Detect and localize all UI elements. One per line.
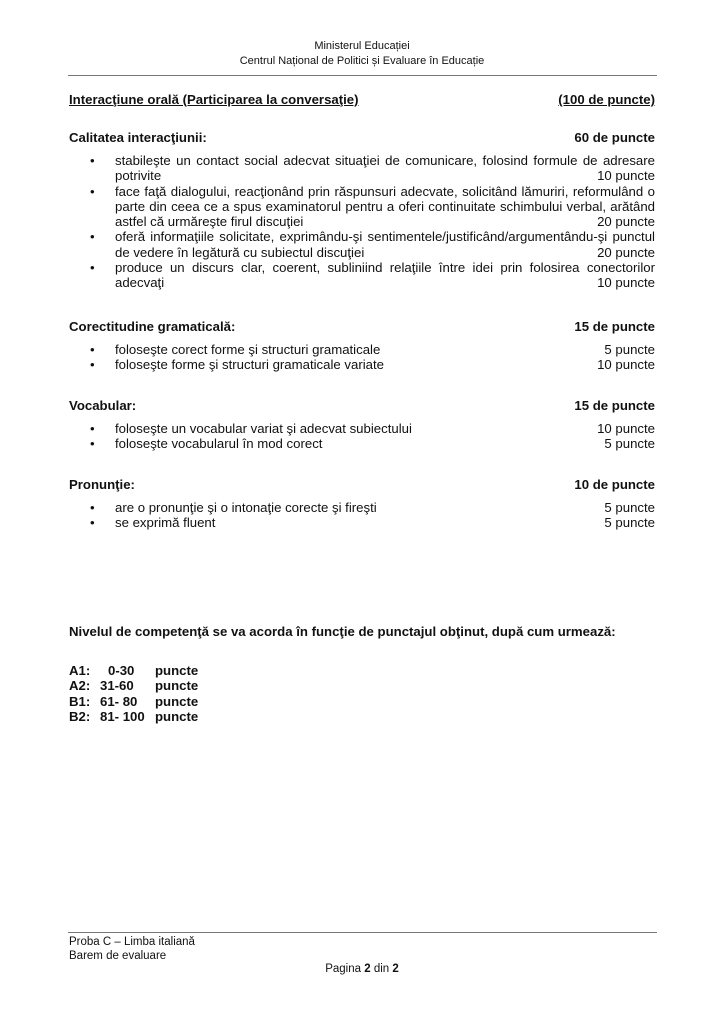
footer-exam: Proba C – Limba italiană xyxy=(69,936,195,948)
criterion-points: 15 de puncte xyxy=(574,319,655,334)
list-item xyxy=(69,500,655,515)
levels-table xyxy=(69,663,198,724)
level-unit: puncte xyxy=(155,678,199,694)
bullet-icon: • xyxy=(90,183,95,199)
criterion-list xyxy=(69,421,655,452)
item-points: 5 puncte xyxy=(604,436,655,452)
level-range: 0-30 xyxy=(108,663,135,678)
item-points: 10 puncte xyxy=(597,357,655,373)
item-text: face faţă dialogului, reacţionând prin răspunsuri adecvate, solicitând lămuriri, reformulând o parte din ceea ce a spus examinatorul pentru a oferi continuitate schimbului verbal, arătând astfel că urmăreşte firul discuţiei xyxy=(115,183,655,230)
bullet-icon: • xyxy=(90,260,95,276)
bullet-icon: • xyxy=(90,357,95,373)
level-code: A2: xyxy=(69,678,91,694)
item-points: 5 puncte xyxy=(604,515,655,531)
header-ministry: Ministerul Educației xyxy=(314,40,410,52)
item-text: foloseşte corect forme şi structuri gramaticale xyxy=(115,342,381,357)
level-code: B2: xyxy=(69,708,91,724)
page-prefix: Pagina xyxy=(325,963,365,975)
level-row xyxy=(69,709,198,724)
bullet-icon: • xyxy=(90,421,95,436)
item-points: 20 puncte xyxy=(597,214,655,230)
level-row xyxy=(69,663,198,678)
page-current: 2 xyxy=(364,963,371,975)
bullet-icon: • xyxy=(90,153,95,168)
level-unit: puncte xyxy=(155,693,199,709)
criterion-points: 60 de puncte xyxy=(574,130,655,145)
levels-intro: Nivelul de competenţă se va acorda în funcţie de punctajul obţinut, după cum urmează: xyxy=(69,624,616,639)
item-points: 5 puncte xyxy=(604,342,655,357)
item-points: 10 puncte xyxy=(597,275,655,291)
item-text: se exprimă fluent xyxy=(115,515,216,531)
level-code: A1: xyxy=(69,663,91,678)
criterion-points: 15 de puncte xyxy=(574,398,655,413)
section-title xyxy=(69,92,655,107)
page-mid: din xyxy=(370,963,393,975)
header-rule xyxy=(68,75,657,76)
item-points: 5 puncte xyxy=(604,500,655,515)
item-text: stabileşte un contact social adecvat situaţiei de comunicare, folosind formule de adresare potrivite xyxy=(115,153,655,184)
header-center: Centrul Național de Politici și Evaluare în Educație xyxy=(239,55,485,67)
bullet-icon: • xyxy=(90,229,95,245)
bullet-icon: • xyxy=(90,436,95,452)
criterion-name: Vocabular: xyxy=(69,398,137,413)
title-points: (100 de puncte) xyxy=(558,92,655,107)
criterion-name: Pronunţie: xyxy=(69,477,135,492)
item-text: foloseşte vocabularul în mod corect xyxy=(115,436,323,452)
criterion-name: Calitatea interacţiunii: xyxy=(69,130,207,145)
item-text: oferă informaţiile solicitate, exprimându-şi sentimentele/justificând/argumentându-şi punctul de vedere în legătură cu subiectul discuţiei xyxy=(115,229,655,260)
list-item xyxy=(69,421,655,436)
bullet-icon: • xyxy=(90,515,95,531)
list-item xyxy=(69,260,655,291)
level-range: 61- 80 xyxy=(100,693,138,709)
criterion-list xyxy=(69,153,655,291)
list-item xyxy=(69,229,655,260)
page-total: 2 xyxy=(392,963,399,975)
footer-rule xyxy=(68,932,657,933)
list-item xyxy=(69,153,655,184)
level-row xyxy=(69,694,198,709)
criterion-list xyxy=(69,500,655,531)
level-code: B1: xyxy=(69,693,91,709)
item-points: 10 puncte xyxy=(597,168,655,184)
list-item xyxy=(69,357,655,372)
item-text: foloseşte un vocabular variat şi adecvat subiectului xyxy=(115,421,412,436)
item-text: foloseşte forme şi structuri gramaticale variate xyxy=(115,357,384,373)
footer-barem: Barem de evaluare xyxy=(69,950,167,962)
criterion-heading xyxy=(69,319,655,334)
criterion-points: 10 de puncte xyxy=(574,477,655,492)
page-number xyxy=(0,962,724,976)
item-text: are o pronunţie şi o intonaţie corecte şi fireşti xyxy=(115,500,377,515)
item-points: 20 puncte xyxy=(597,244,655,260)
bullet-icon: • xyxy=(90,500,95,515)
list-item xyxy=(69,184,655,230)
list-item xyxy=(69,515,655,530)
level-unit: puncte xyxy=(155,663,199,678)
level-range: 31-60 xyxy=(100,678,134,694)
level-unit: puncte xyxy=(155,708,199,724)
title-left: Interacţiune orală (Participarea la conversaţie) xyxy=(69,92,359,107)
bullet-icon: • xyxy=(90,342,95,357)
criterion-heading xyxy=(69,477,655,492)
criterion-heading xyxy=(69,130,655,145)
criterion-heading xyxy=(69,398,655,413)
item-text: produce un discurs clar, coerent, subliniind relaţiile între idei prin folosirea conectorilor adecvaţi xyxy=(115,260,655,291)
item-points: 10 puncte xyxy=(597,421,655,436)
criterion-name: Corectitudine gramaticală: xyxy=(69,319,236,334)
list-item xyxy=(69,342,655,357)
level-range: 81- 100 xyxy=(100,708,145,724)
criterion-list xyxy=(69,342,655,373)
list-item xyxy=(69,436,655,451)
level-row xyxy=(69,678,198,693)
